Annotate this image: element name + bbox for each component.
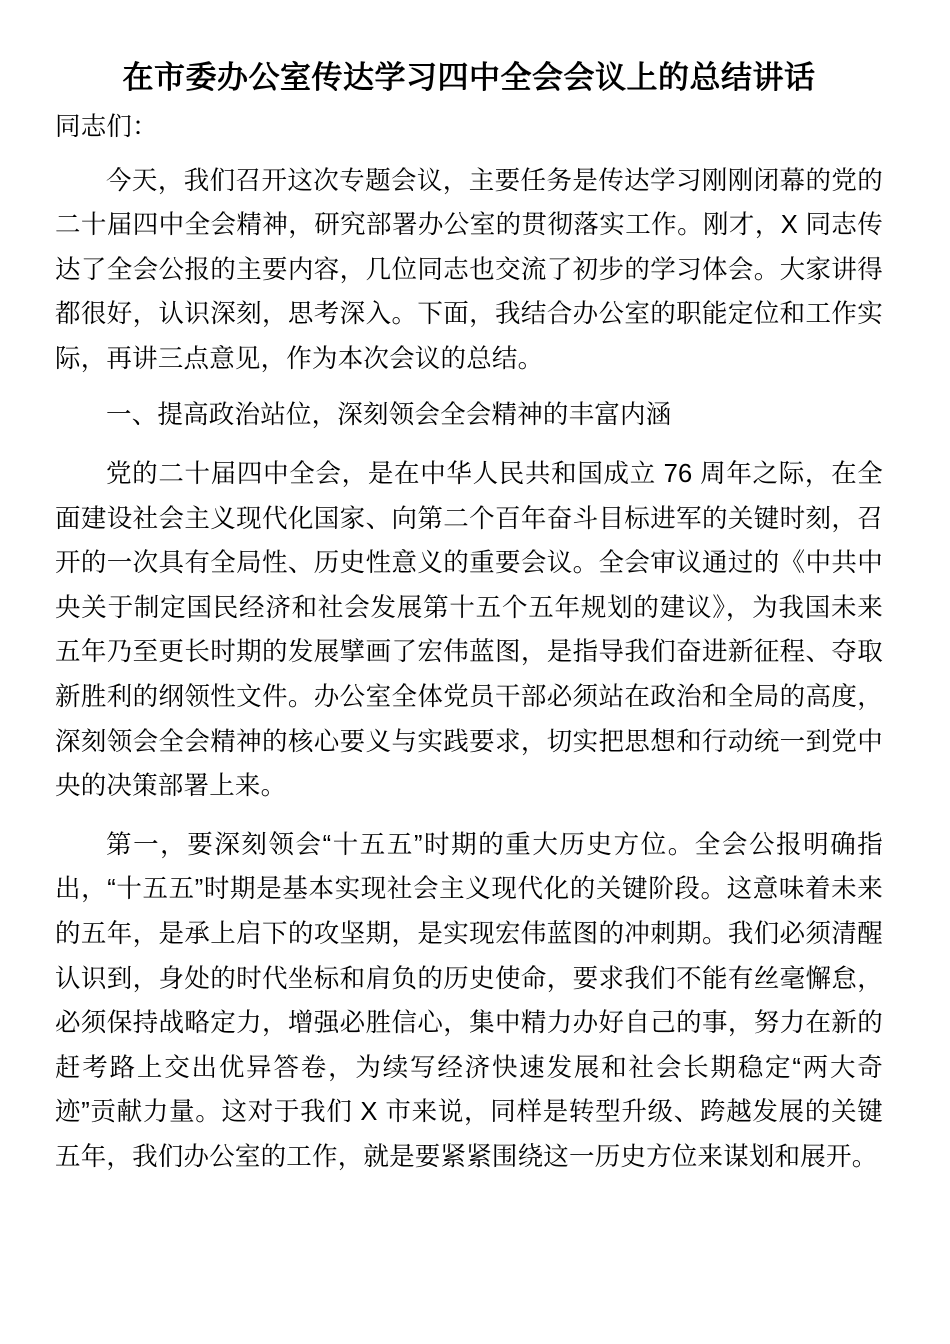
page-title: 在市委办公室传达学习四中全会会议上的总结讲话: [122, 60, 816, 95]
salutation: 同志们：: [55, 113, 158, 141]
paragraph-section1-2: 第一，要深刻领会“十五五”时期的重大历史方位。全会公报明确指出，“十五五”时期是基本实现社会主义现代化的关键阶段。这意味着未来的五年，是承上启下的攻坚期，是实现宏伟蓝图的冲刺期。我们必须清醒认识到，身处的时代坐标和肩负的历史使命，要求我们不能有丝毫懈怠，必须保持战略定力，增强必胜信心，集中精力办好自己的事，努力在新的赶考路上交出优异答卷，为续写经济快速发展和社会长期稳定“两大奇迹”贡献力量。这对于我们 X 市来说，同样是转型升级、跨越发展的关键五年，我们办公室的工作，就是要紧紧围绕这一历史方位来谋划和展开。: [55, 830, 883, 1171]
document-body: [55, 0, 883, 1180]
paragraph-section1-1: 党的二十届四中全会，是在中华人民共和国成立 76 周年之际，在全面建设社会主义现代化国家、向第二个百年奋斗目标进军的关键时刻，召开的一次具有全局性、历史性意义的重要会议。全会审议通过的《中共中央关于制定国民经济和社会发展第十五个五年规划的建议》，为我国未来五年乃至更长时期的发展擘画了宏伟蓝图，是指导我们奋进新征程、夺取新胜利的纲领性文件。办公室全体党员干部必须站在政治和全局的高度，深刻领会全会精神的核心要义与实践要求，切实把思想和行动统一到党中央的决策部署上来。: [55, 460, 883, 801]
paragraph-opening: 今天，我们召开这次专题会议，主要任务是传达学习刚刚闭幕的党的二十届四中全会精神，研究部署办公室的贯彻落实工作。刚才，X 同志传达了全会公报的主要内容，几位同志也交流了初步的学习体会。大家讲得都很好，认识深刻，思考深入。下面，我结合办公室的职能定位和工作实际，再讲三点意见，作为本次会议的总结。: [55, 166, 883, 373]
section-heading-one: 一、提高政治站位，深刻领会全会精神的丰富内涵: [106, 401, 672, 430]
